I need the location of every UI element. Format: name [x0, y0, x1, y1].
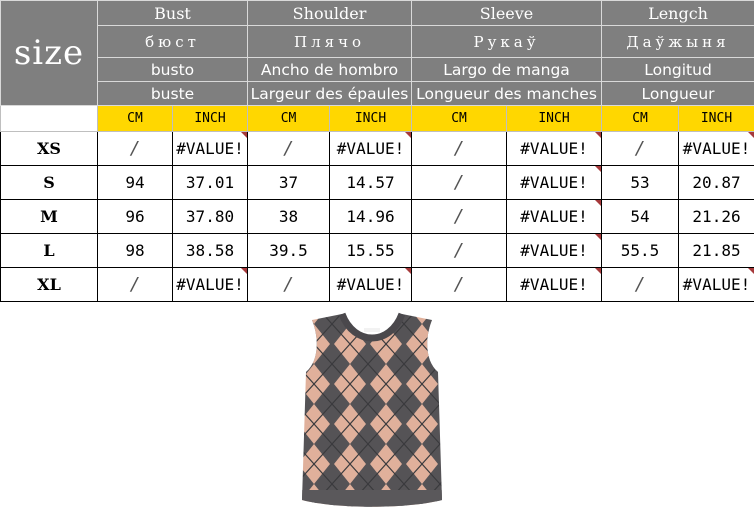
measurement-cell: / — [412, 234, 507, 268]
size-row — [1, 268, 754, 302]
header-shoulder-en: Shoulder — [248, 1, 412, 26]
unit-cell: CM — [98, 106, 173, 132]
measurement-cell: 96 — [98, 200, 173, 234]
unit-cell: INCH — [330, 106, 412, 132]
measurement-cell: / — [412, 132, 507, 166]
measurement-cell: / — [248, 132, 330, 166]
measurement-cell: 21.26 — [679, 200, 754, 234]
header-sleeve-fr: Longueur des manches — [412, 82, 602, 106]
vest-hem-rib — [298, 490, 446, 512]
size-label: size — [1, 1, 98, 106]
measurement-cell: / — [602, 268, 679, 302]
header-bust-en: Bust — [98, 1, 248, 26]
header-bust-es: busto — [98, 58, 248, 82]
measurement-cell: / — [602, 132, 679, 166]
size-data-rows — [1, 132, 754, 302]
header-bust-ru: бюст — [98, 26, 248, 58]
measurement-cell: / — [98, 132, 173, 166]
header-row-english — [1, 1, 754, 26]
size-row — [1, 166, 754, 200]
measurement-cell: 98 — [98, 234, 173, 268]
header-length-en: Lengch — [602, 1, 754, 26]
measurement-cell: #VALUE! — [330, 132, 412, 166]
unit-cell: INCH — [679, 106, 754, 132]
size-row — [1, 132, 754, 166]
header-length-ru: Даўжыня — [602, 26, 754, 58]
measurement-cell: 38 — [248, 200, 330, 234]
unit-cell: CM — [412, 106, 507, 132]
vest-label-tag — [364, 328, 380, 332]
measurement-cell: 53 — [602, 166, 679, 200]
size-cell: S — [1, 166, 98, 200]
measurement-cell: #VALUE! — [679, 132, 754, 166]
measurement-cell: 94 — [98, 166, 173, 200]
header-shoulder-es: Ancho de hombro — [248, 58, 412, 82]
size-cell: M — [1, 200, 98, 234]
size-cell: XL — [1, 268, 98, 302]
measurement-cell: / — [412, 268, 507, 302]
header-shoulder-fr: Largeur des épaules — [248, 82, 412, 106]
header-length-fr: Longueur — [602, 82, 754, 106]
header-row-russian — [1, 26, 754, 58]
header-bust-fr: buste — [98, 82, 248, 106]
measurement-cell: #VALUE! — [507, 234, 602, 268]
measurement-cell: 39.5 — [248, 234, 330, 268]
measurement-cell: 14.96 — [330, 200, 412, 234]
measurement-cell: #VALUE! — [173, 268, 248, 302]
unit-cell: INCH — [173, 106, 248, 132]
measurement-cell: #VALUE! — [507, 200, 602, 234]
header-row-french — [1, 82, 754, 106]
measurement-cell: / — [248, 268, 330, 302]
measurement-cell: 37.01 — [173, 166, 248, 200]
unit-cell: CM — [248, 106, 330, 132]
measurement-cell: 55.5 — [602, 234, 679, 268]
measurement-cell: / — [412, 166, 507, 200]
measurement-cell: #VALUE! — [507, 166, 602, 200]
measurement-cell: / — [98, 268, 173, 302]
size-row — [1, 200, 754, 234]
header-sleeve-en: Sleeve — [412, 1, 602, 26]
measurement-cell: 20.87 — [679, 166, 754, 200]
measurement-cell: 37 — [248, 166, 330, 200]
measurement-cell: 54 — [602, 200, 679, 234]
measurement-cell: #VALUE! — [507, 268, 602, 302]
measurement-cell: 15.55 — [330, 234, 412, 268]
measurement-cell: #VALUE! — [507, 132, 602, 166]
header-sleeve-es: Largo de manga — [412, 58, 602, 82]
unit-cell: INCH — [507, 106, 602, 132]
measurement-cell: 38.58 — [173, 234, 248, 268]
header-length-es: Longitud — [602, 58, 754, 82]
unit-blank-cell — [1, 106, 98, 132]
measurement-cell: #VALUE! — [330, 268, 412, 302]
measurement-cell: 21.85 — [679, 234, 754, 268]
measurement-cell: #VALUE! — [679, 268, 754, 302]
header-row-spanish — [1, 58, 754, 82]
vest-body — [302, 314, 442, 507]
measurement-cell: 37.80 — [173, 200, 248, 234]
unit-row — [1, 106, 754, 132]
measurement-cell: / — [412, 200, 507, 234]
header-sleeve-ru: Рукаў — [412, 26, 602, 58]
size-cell: XS — [1, 132, 98, 166]
size-cell: L — [1, 234, 98, 268]
sweater-vest-image — [298, 310, 446, 512]
measurement-cell: #VALUE! — [173, 132, 248, 166]
header-shoulder-ru: Плячо — [248, 26, 412, 58]
unit-cell: CM — [602, 106, 679, 132]
size-row — [1, 234, 754, 268]
measurement-cell: 14.57 — [330, 166, 412, 200]
